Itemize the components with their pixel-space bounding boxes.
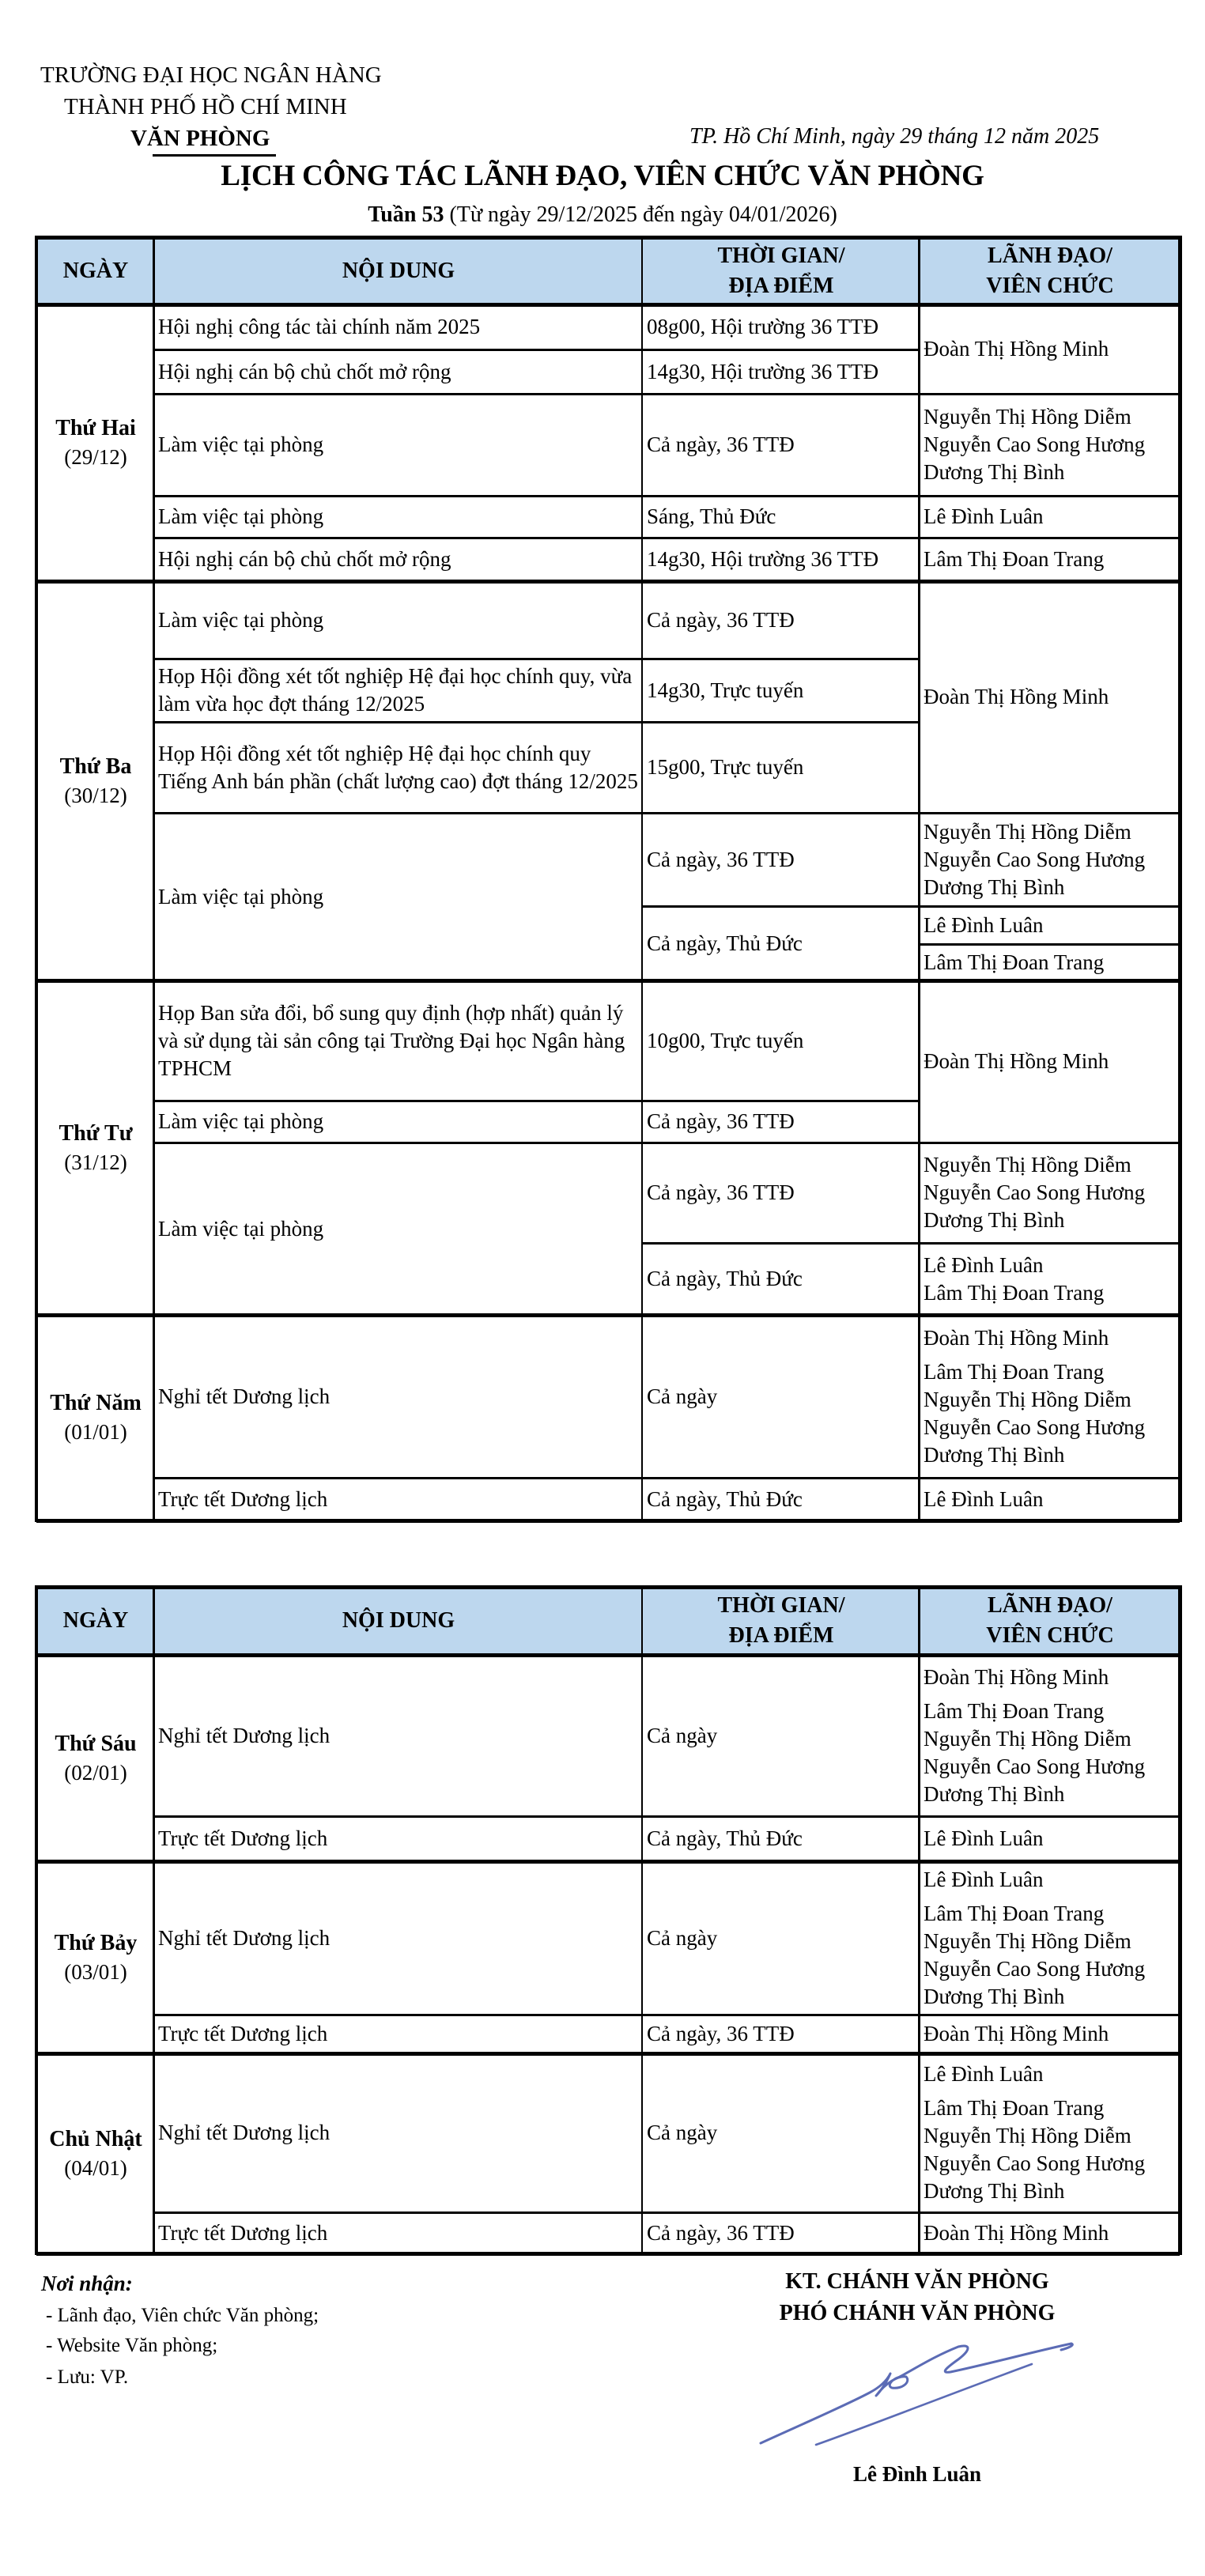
- people-cell: [919, 1478, 1180, 1520]
- person-name: Nguyễn Cao Song Hương: [924, 1415, 1146, 1439]
- table-border-horizontal: [919, 1242, 1180, 1245]
- day-cell: [36, 1315, 153, 1520]
- activity-text: Làm việc tại phòng: [158, 884, 324, 908]
- time-location-cell: [642, 1655, 919, 1816]
- header-label-line: ĐỊA ĐIỂM: [728, 1623, 834, 1648]
- recipient-item: - Lưu: VP.: [46, 2366, 129, 2388]
- content-cell: [153, 304, 642, 349]
- table-border-horizontal: [642, 1477, 919, 1479]
- content-cell: [153, 538, 642, 581]
- content-cell: [153, 659, 642, 722]
- table-border-vertical: [1178, 236, 1182, 1522]
- signature-title-line1: KT. CHÁNH VĂN PHÒNG: [785, 2269, 1049, 2294]
- activity-text: Nghỉ tết Dương lịch: [158, 1384, 331, 1408]
- time-location-cell: [642, 394, 919, 496]
- table-border-horizontal: [36, 979, 1180, 983]
- activity-text: Nghỉ tết Dương lịch: [158, 1723, 331, 1747]
- people-cell: [919, 1861, 1180, 2015]
- org-name-line1: TRƯỜNG ĐẠI HỌC NGÂN HÀNG: [40, 62, 382, 88]
- table-border-horizontal: [919, 943, 1180, 946]
- time-location-text: Cả ngày, 36 TTĐ: [647, 432, 795, 456]
- time-location-cell: [642, 1101, 919, 1143]
- table-border-horizontal: [642, 393, 919, 395]
- table-border-horizontal: [642, 1242, 919, 1245]
- time-location-cell: [642, 1143, 919, 1243]
- day-name: Thứ Bảy: [54, 1930, 138, 1955]
- activity-text: Trực tết Dương lịch: [158, 2220, 328, 2245]
- day-cell: [36, 1655, 153, 1861]
- person-name: Nguyễn Cao Song Hương: [924, 432, 1146, 456]
- people-cell: [919, 944, 1180, 980]
- time-location-text: Cả ngày, 36 TTĐ: [647, 2022, 795, 2045]
- table-border-horizontal: [642, 721, 919, 723]
- table-border-horizontal: [153, 1142, 642, 1144]
- person-name: Lâm Thị Đoan Trang: [924, 950, 1105, 974]
- activity-text: Làm việc tại phòng: [158, 504, 324, 528]
- table-border-horizontal: [153, 349, 642, 351]
- content-cell: [153, 1315, 642, 1478]
- time-location-text: Cả ngày: [647, 1723, 718, 1747]
- time-location-cell: [642, 1861, 919, 2015]
- time-location-cell: [642, 304, 919, 349]
- person-name: Đoàn Thị Hồng Minh: [924, 2220, 1109, 2245]
- header-label-line: NỘI DUNG: [342, 258, 455, 283]
- person-name: Nguyễn Thị Hồng Diễm: [924, 2124, 1131, 2147]
- time-location-text: Cả ngày, Thủ Đức: [647, 1486, 803, 1511]
- issue-date: TP. Hồ Chí Minh, ngày 29 tháng 12 năm 2025: [689, 124, 1100, 149]
- content-cell: [153, 980, 642, 1101]
- table-border-horizontal: [36, 580, 1180, 584]
- person-name: Đoàn Thị Hồng Minh: [924, 1049, 1109, 1073]
- activity-text: Trực tết Dương lịch: [158, 1486, 328, 1511]
- table-border-horizontal: [36, 1860, 1180, 1864]
- people-cell: [919, 1143, 1180, 1243]
- department-underline: [153, 154, 276, 157]
- activity-text: Họp Ban sửa đổi, bổ sung quy định (hợp nhất) quản lý và sử dụng tài sản công tại Trường Đại học Ngân hàng TPHCM: [158, 1000, 625, 1080]
- table-border-horizontal: [36, 1585, 1180, 1589]
- recipient-item: - Lãnh đạo, Viên chức Văn phòng;: [46, 2305, 319, 2326]
- person-name: Đoàn Thị Hồng Minh: [924, 337, 1109, 361]
- table-border-vertical: [1178, 1585, 1182, 2255]
- day-cell: [36, 2053, 153, 2253]
- time-location-text: Cả ngày, 36 TTĐ: [647, 607, 795, 632]
- people-cell: [919, 538, 1180, 581]
- person-name: Dương Thị Bình: [924, 874, 1065, 899]
- person-name: Dương Thị Bình: [924, 1984, 1065, 2008]
- recipients-title: Nơi nhận:: [41, 2272, 133, 2295]
- recipient-item: - Website Văn phòng;: [46, 2335, 218, 2356]
- table-border-vertical: [641, 237, 643, 1520]
- table-border-horizontal: [642, 2014, 919, 2016]
- content-cell: [153, 1143, 642, 1315]
- signer-name: Lê Đình Luân: [852, 2462, 982, 2486]
- table-border-horizontal: [642, 2212, 919, 2214]
- column-header-content: [153, 237, 642, 304]
- table-border-horizontal: [36, 1313, 1180, 1317]
- person-name: Nguyễn Cao Song Hương: [924, 2151, 1146, 2175]
- day-date: (01/01): [64, 1420, 127, 1444]
- table-border-horizontal: [36, 236, 1180, 240]
- table-border-horizontal: [919, 2212, 1180, 2214]
- time-location-cell: [642, 980, 919, 1101]
- table-border-horizontal: [36, 303, 1180, 307]
- person-name: Lâm Thị Đoan Trang: [924, 1359, 1105, 1384]
- header-label-line: THỜI GIAN/: [717, 243, 845, 268]
- table-border-vertical: [153, 1587, 155, 2253]
- content-cell: [153, 1101, 642, 1143]
- content-cell: [153, 394, 642, 496]
- table-border-vertical: [153, 237, 155, 1520]
- time-location-text: 14g30, Hội trường 36 TTĐ: [647, 547, 879, 571]
- time-location-cell: [642, 1816, 919, 1861]
- day-date: (04/01): [64, 2155, 127, 2180]
- person-name: Lâm Thị Đoan Trang: [924, 1901, 1105, 1925]
- people-cell: [919, 304, 1180, 394]
- person-name: Nguyễn Thị Hồng Diễm: [924, 1153, 1131, 1177]
- time-location-cell: [642, 349, 919, 394]
- header-label-line: VIÊN CHỨC: [986, 273, 1114, 298]
- person-name: Lê Đình Luân: [924, 2062, 1044, 2086]
- person-name: Nguyễn Cao Song Hương: [924, 1754, 1146, 1778]
- time-location-cell: [642, 906, 919, 980]
- time-location-text: 15g00, Trực tuyến: [647, 755, 804, 779]
- day-cell: [36, 980, 153, 1315]
- time-location-cell: [642, 538, 919, 581]
- time-location-cell: [642, 2015, 919, 2053]
- table-border-horizontal: [36, 1519, 1180, 1523]
- week-number: Tuần 53: [368, 202, 444, 227]
- header-label-line: ĐỊA ĐIỂM: [728, 273, 834, 298]
- time-location-text: Cả ngày, 36 TTĐ: [647, 847, 795, 871]
- table-border-horizontal: [642, 812, 919, 814]
- day-name: Thứ Tư: [59, 1120, 133, 1146]
- table-border-horizontal: [153, 2212, 642, 2214]
- table-border-horizontal: [153, 495, 642, 497]
- time-location-cell: [642, 1243, 919, 1315]
- person-name: Lê Đình Luân: [924, 1867, 1044, 1891]
- people-cell: [919, 496, 1180, 538]
- table-border-horizontal: [919, 905, 1180, 908]
- table-border-horizontal: [919, 1477, 1180, 1479]
- content-cell: [153, 813, 642, 980]
- content-cell: [153, 349, 642, 394]
- activity-text: Họp Hội đồng xét tốt nghiệp Hệ đại học chính quy, vừa làm vừa học đợt tháng 12/2025: [158, 664, 633, 716]
- table-border-vertical: [641, 1587, 643, 2253]
- table-border-horizontal: [642, 495, 919, 497]
- time-location-text: Cả ngày, Thủ Đức: [647, 1826, 803, 1850]
- activity-text: Nghỉ tết Dương lịch: [158, 1925, 331, 1950]
- person-name: Lê Đình Luân: [924, 504, 1044, 528]
- person-name: Đoàn Thị Hồng Minh: [924, 685, 1109, 708]
- header-label-line: NGÀY: [62, 258, 129, 283]
- person-name: Dương Thị Bình: [924, 460, 1065, 484]
- org-name-line2: THÀNH PHỐ HỒ CHÍ MINH: [64, 94, 347, 119]
- content-cell: [153, 581, 642, 659]
- content-cell: [153, 496, 642, 538]
- table-border-vertical: [918, 1587, 920, 2253]
- people-cell: [919, 906, 1180, 944]
- table-border-horizontal: [36, 2052, 1180, 2056]
- activity-text: Làm việc tại phòng: [158, 432, 324, 456]
- page-title: LỊCH CÔNG TÁC LÃNH ĐẠO, VIÊN CHỨC VĂN PHÒNG: [221, 160, 984, 192]
- column-header-time-location: [642, 237, 919, 304]
- table-border-horizontal: [919, 1815, 1180, 1818]
- table-border-horizontal: [36, 2252, 1180, 2256]
- table-border-horizontal: [919, 495, 1180, 497]
- day-cell: [36, 304, 153, 581]
- person-name: Dương Thị Bình: [924, 1781, 1065, 1806]
- person-name: Lâm Thị Đoan Trang: [924, 2096, 1105, 2120]
- time-location-cell: [642, 581, 919, 659]
- person-name: Lê Đình Luân: [924, 1826, 1044, 1850]
- person-name: Lâm Thị Đoan Trang: [924, 1698, 1105, 1723]
- activity-text: Hội nghị cán bộ chủ chốt mở rộng: [158, 547, 451, 571]
- content-cell: [153, 2053, 642, 2212]
- table-border-horizontal: [642, 349, 919, 351]
- person-name: Dương Thị Bình: [924, 1208, 1065, 1232]
- person-name: Nguyễn Cao Song Hương: [924, 1956, 1146, 1981]
- people-cell: [919, 2212, 1180, 2253]
- person-name: Nguyễn Thị Hồng Diễm: [924, 1726, 1131, 1751]
- time-location-cell: [642, 1315, 919, 1478]
- content-cell: [153, 2015, 642, 2053]
- person-name: Đoàn Thị Hồng Minh: [924, 1664, 1109, 1689]
- content-cell: [153, 1816, 642, 1861]
- content-cell: [153, 2212, 642, 2253]
- activity-text: Trực tết Dương lịch: [158, 1826, 328, 1850]
- table-border-horizontal: [919, 1142, 1180, 1144]
- person-name: Nguyễn Cao Song Hương: [924, 847, 1146, 871]
- time-location-text: Cả ngày, 36 TTĐ: [647, 1180, 795, 1204]
- person-name: Nguyễn Thị Hồng Diễm: [924, 1387, 1131, 1411]
- activity-text: Làm việc tại phòng: [158, 607, 324, 632]
- column-header-day: [36, 237, 153, 304]
- table-border-vertical: [35, 236, 38, 1522]
- people-cell: [919, 2053, 1180, 2212]
- time-location-cell: [642, 659, 919, 722]
- person-name: Lê Đình Luân: [924, 1486, 1044, 1511]
- people-cell: [919, 980, 1180, 1143]
- person-name: Nguyễn Cao Song Hương: [924, 1180, 1146, 1204]
- people-cell: [919, 1243, 1180, 1315]
- day-cell: [36, 1861, 153, 2053]
- table-border-horizontal: [153, 1100, 642, 1102]
- content-cell: [153, 722, 642, 813]
- time-location-text: Cả ngày, 36 TTĐ: [647, 2220, 795, 2245]
- person-name: Lâm Thị Đoan Trang: [924, 547, 1105, 571]
- people-cell: [919, 394, 1180, 496]
- table-border-horizontal: [153, 393, 642, 395]
- header-label-line: LÃNH ĐẠO/: [988, 243, 1112, 268]
- time-location-text: Cả ngày: [647, 2121, 718, 2144]
- people-cell: [919, 813, 1180, 906]
- day-date: (29/12): [64, 445, 127, 469]
- column-header-day: [36, 1587, 153, 1655]
- signature-title-line2: PHÓ CHÁNH VĂN PHÒNG: [779, 2301, 1056, 2325]
- time-location-text: 08g00, Hội trường 36 TTĐ: [647, 315, 879, 338]
- handwritten-signature: [751, 2332, 1083, 2459]
- table-border-horizontal: [919, 537, 1180, 539]
- person-name: Dương Thị Bình: [924, 2179, 1065, 2203]
- day-cell: [36, 581, 153, 980]
- column-header-content: [153, 1587, 642, 1655]
- table-border-horizontal: [642, 1142, 919, 1144]
- activity-text: Nghỉ tết Dương lịch: [158, 2121, 331, 2144]
- table-border-horizontal: [919, 2014, 1180, 2016]
- day-date: (02/01): [64, 1760, 127, 1785]
- time-location-cell: [642, 2053, 919, 2212]
- org-department: VĂN PHÒNG: [130, 126, 270, 151]
- table-border-horizontal: [153, 1815, 642, 1818]
- header-label-line: NỘI DUNG: [342, 1608, 455, 1633]
- people-cell: [919, 581, 1180, 813]
- time-location-text: Cả ngày, 36 TTĐ: [647, 1109, 795, 1133]
- people-cell: [919, 2015, 1180, 2053]
- table-border-horizontal: [153, 2014, 642, 2016]
- table-border-horizontal: [153, 812, 642, 814]
- table-border-horizontal: [919, 393, 1180, 395]
- time-location-text: Cả ngày, Thủ Đức: [647, 931, 803, 955]
- table-border-horizontal: [36, 1653, 1180, 1657]
- time-location-text: Cả ngày: [647, 1925, 718, 1950]
- table-border-horizontal: [919, 812, 1180, 814]
- day-date: (30/12): [64, 783, 127, 807]
- time-location-cell: [642, 813, 919, 906]
- week-dates: (Từ ngày 29/12/2025 đến ngày 04/01/2026): [444, 202, 837, 227]
- person-name: Lâm Thị Đoan Trang: [924, 1280, 1105, 1305]
- activity-text: Hội nghị cán bộ chủ chốt mở rộng: [158, 359, 451, 383]
- table-border-horizontal: [153, 1477, 642, 1479]
- table-border-horizontal: [153, 537, 642, 539]
- time-location-cell: [642, 1478, 919, 1520]
- activity-text: Làm việc tại phòng: [158, 1109, 324, 1133]
- people-cell: [919, 1816, 1180, 1861]
- time-location-cell: [642, 2212, 919, 2253]
- table-border-horizontal: [642, 1100, 919, 1102]
- person-name: Lê Đình Luân: [924, 912, 1044, 937]
- people-cell: [919, 1655, 1180, 1816]
- content-cell: [153, 1478, 642, 1520]
- table-border-horizontal: [642, 658, 919, 660]
- person-name: Nguyễn Thị Hồng Diễm: [924, 819, 1131, 844]
- person-name: Nguyễn Thị Hồng Diễm: [924, 405, 1131, 429]
- time-location-text: 14g30, Hội trường 36 TTĐ: [647, 359, 879, 383]
- person-name: Dương Thị Bình: [924, 1442, 1065, 1467]
- time-location-text: Cả ngày: [647, 1384, 718, 1408]
- person-name: Đoàn Thị Hồng Minh: [924, 1325, 1109, 1350]
- day-date: (03/01): [64, 1959, 127, 1984]
- day-name: Thứ Sáu: [55, 1731, 137, 1756]
- column-header-people: [919, 1587, 1180, 1655]
- time-location-text: Sáng, Thủ Đức: [647, 504, 776, 528]
- person-name: Đoàn Thị Hồng Minh: [924, 2022, 1109, 2045]
- column-header-time-location: [642, 1587, 919, 1655]
- day-name: Chủ Nhật: [49, 2126, 142, 2151]
- time-location-text: 10g00, Trực tuyến: [647, 1028, 804, 1052]
- activity-text: Làm việc tại phòng: [158, 1216, 324, 1241]
- table-border-horizontal: [153, 721, 642, 723]
- table-border-horizontal: [642, 537, 919, 539]
- activity-text: Hội nghị công tác tài chính năm 2025: [158, 315, 481, 338]
- table-border-horizontal: [642, 905, 919, 908]
- table-border-vertical: [918, 237, 920, 1520]
- person-name: Nguyễn Thị Hồng Diễm: [924, 1928, 1131, 1953]
- activity-text: Họp Hội đồng xét tốt nghiệp Hệ đại học chính quy Tiếng Anh bán phần (chất lượng cao) đợt tháng 12/2025: [158, 741, 638, 793]
- time-location-text: Cả ngày, Thủ Đức: [647, 1267, 803, 1290]
- header-label-line: NGÀY: [62, 1608, 129, 1633]
- day-date: (31/12): [64, 1150, 127, 1174]
- table-border-horizontal: [153, 658, 642, 660]
- day-name: Thứ Năm: [50, 1391, 142, 1415]
- time-location-cell: [642, 722, 919, 813]
- content-cell: [153, 1861, 642, 2015]
- day-name: Thứ Hai: [55, 416, 136, 440]
- day-name: Thứ Ba: [59, 754, 132, 779]
- people-cell: [919, 1315, 1180, 1478]
- content-cell: [153, 1655, 642, 1816]
- time-location-cell: [642, 496, 919, 538]
- week-range: [0, 201, 1205, 229]
- header-label-line: THỜI GIAN/: [717, 1593, 845, 1618]
- table-border-horizontal: [642, 1815, 919, 1818]
- header-label-line: VIÊN CHỨC: [986, 1623, 1114, 1648]
- table-border-vertical: [35, 1585, 38, 2255]
- column-header-people: [919, 237, 1180, 304]
- person-name: Lê Đình Luân: [924, 1252, 1044, 1277]
- time-location-text: 14g30, Trực tuyến: [647, 678, 804, 702]
- header-label-line: LÃNH ĐẠO/: [988, 1593, 1112, 1618]
- activity-text: Trực tết Dương lịch: [158, 2022, 328, 2045]
